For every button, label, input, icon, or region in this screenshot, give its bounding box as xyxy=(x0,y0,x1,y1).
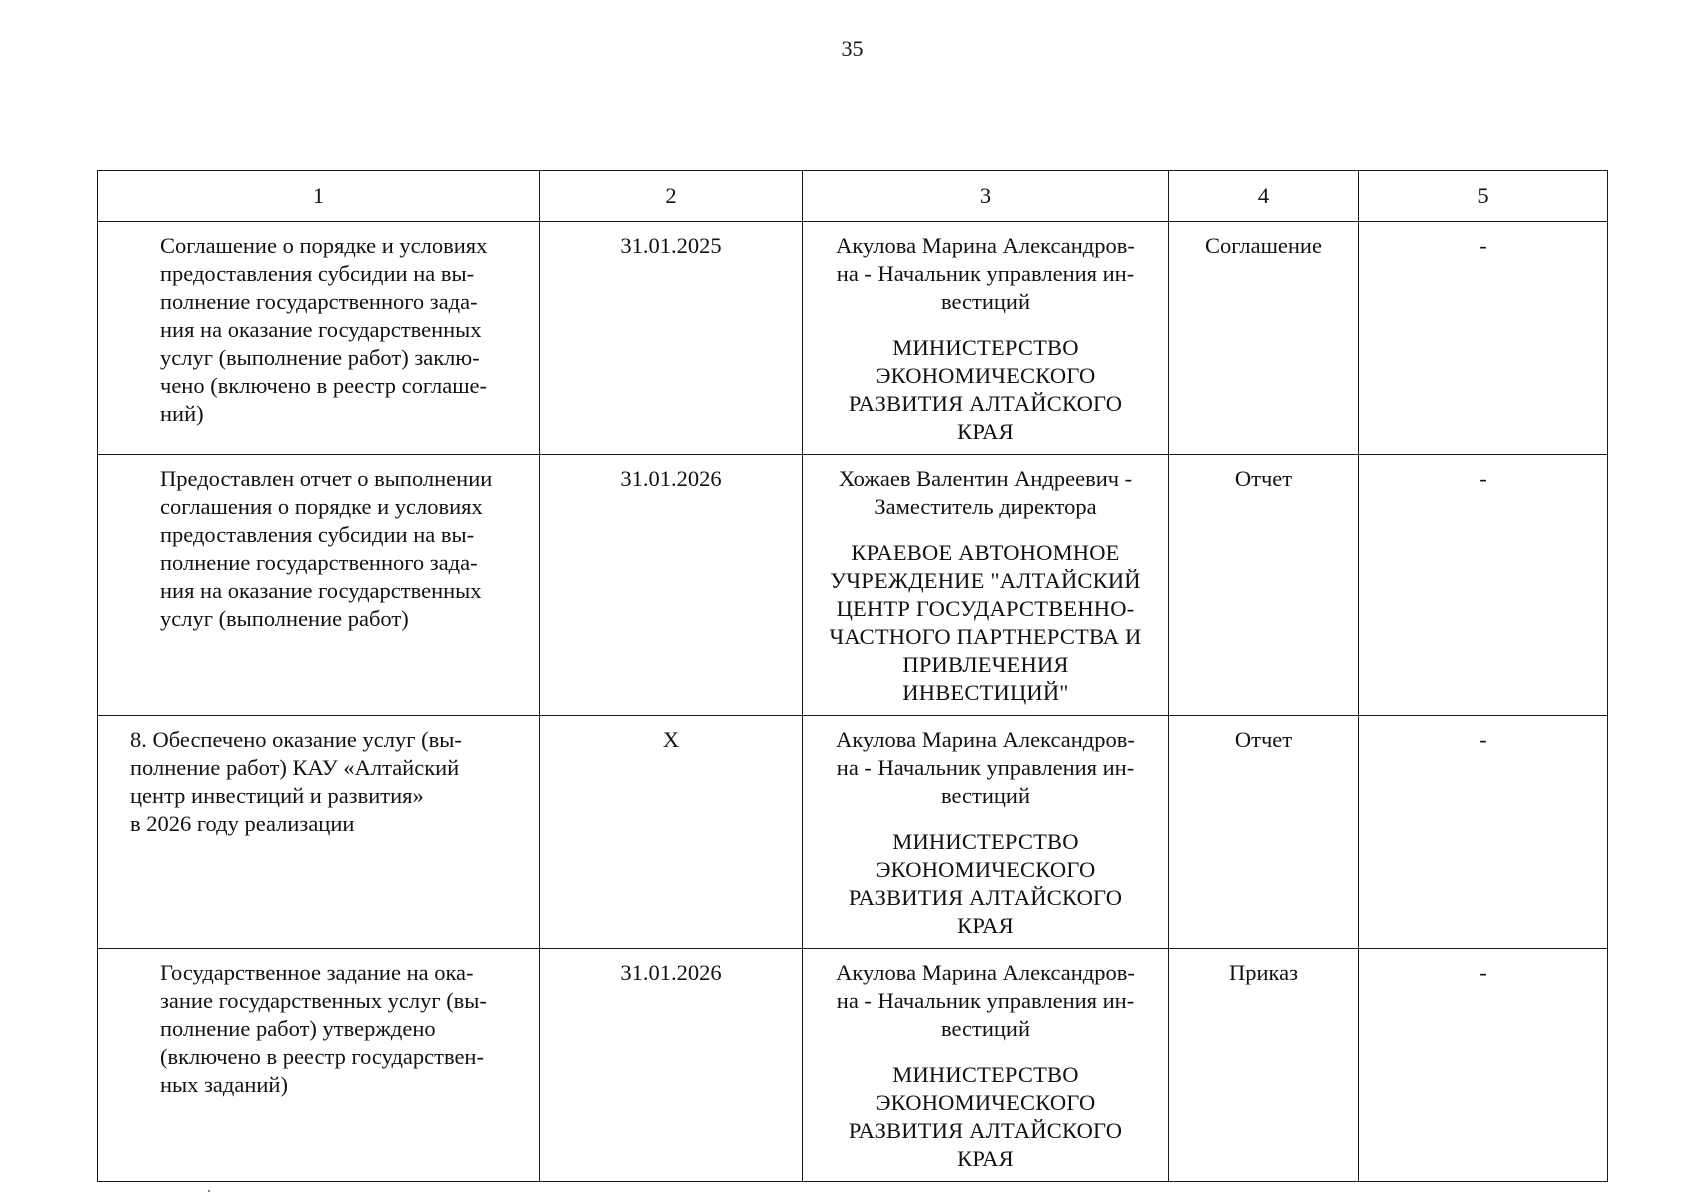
document-type: Соглашение xyxy=(1205,233,1322,258)
responsible-person: Акулова Марина Александров- на - Начальник управления ин- вестиций xyxy=(836,727,1135,808)
responsible-cell xyxy=(803,222,1169,455)
responsible-org: МИНИСТЕРСТВО ЭКОНОМИЧЕСКОГО РАЗВИТИЯ АЛТАЙСКОГО КРАЯ xyxy=(848,1062,1123,1171)
description-text: Соглашение о порядке и условиях предоставления субсидии на вы- полнение государственного зада- ния на оказание государственных услуг (выполнение работ) заклю- чено (включено в реестр соглаше- ний) xyxy=(160,233,488,426)
date-cell xyxy=(540,455,803,716)
description-cell xyxy=(98,222,540,455)
header-col-3: 3 xyxy=(803,171,1169,222)
note-cell xyxy=(1359,949,1608,1182)
responsible-org: МИНИСТЕРСТВО ЭКОНОМИЧЕСКОГО РАЗВИТИЯ АЛТАЙСКОГО КРАЯ xyxy=(848,829,1123,938)
note-text: - xyxy=(1479,960,1487,985)
responsible-org: МИНИСТЕРСТВО ЭКОНОМИЧЕСКОГО РАЗВИТИЯ АЛТАЙСКОГО КРАЯ xyxy=(848,335,1123,444)
table-row xyxy=(98,455,1608,716)
description-text: Предоставлен отчет о выполнении соглашения о порядке и условиях предоставления субсидии на вы- полнение государственного зада- ния на оказание государственных услуг (выполнение работ) xyxy=(160,466,493,631)
responsible-person: Хожаев Валентин Андреевич - Заместитель директора xyxy=(838,466,1133,519)
table-row xyxy=(98,716,1608,949)
table-row xyxy=(98,949,1608,1182)
document-type-cell xyxy=(1169,455,1359,716)
document-type: Отчет xyxy=(1234,466,1293,491)
note-cell xyxy=(1359,222,1608,455)
responsible-cell xyxy=(803,455,1169,716)
date-text: 31.01.2026 xyxy=(620,466,722,491)
date-text: 31.01.2026 xyxy=(620,960,722,985)
description-text: 8. Обеспечено оказание услуг (вы- полнение работ) КАУ «Алтайский центр инвестиций и развития» в 2026 году реализации xyxy=(130,727,462,836)
description-text: Государственное задание на ока- зание государственных услуг (вы- полнение работ) утверждено (включено в реестр государствен- ных заданий) xyxy=(160,960,487,1097)
date-cell xyxy=(540,222,803,455)
responsible-person: Акулова Марина Александров- на - Начальник управления ин- вестиций xyxy=(836,960,1135,1041)
scan-speck xyxy=(208,1190,210,1192)
note-cell xyxy=(1359,455,1608,716)
header-col-1: 1 xyxy=(98,171,540,222)
description-cell xyxy=(98,949,540,1182)
header-col-2: 2 xyxy=(540,171,803,222)
table-header-row xyxy=(98,171,1608,222)
note-cell xyxy=(1359,716,1608,949)
header-col-5: 5 xyxy=(1359,171,1608,222)
document-type: Отчет xyxy=(1234,727,1293,752)
description-cell xyxy=(98,455,540,716)
date-cell xyxy=(540,716,803,949)
responsible-person: Акулова Марина Александров- на - Начальник управления ин- вестиций xyxy=(836,233,1135,314)
note-text: - xyxy=(1479,466,1487,491)
responsible-cell xyxy=(803,949,1169,1182)
control-points-table xyxy=(97,170,1608,1182)
document-type-cell xyxy=(1169,949,1359,1182)
note-text: - xyxy=(1479,727,1487,752)
date-text: X xyxy=(662,727,680,752)
responsible-org: КРАЕВОЕ АВТОНОМНОЕ УЧРЕЖДЕНИЕ "АЛТАЙСКИЙ ЦЕНТР ГОСУДАРСТВЕННО- ЧАСТНОГО ПАРТНЕРСТВА И ПРИВЛЕЧЕНИЯ ИНВЕСТИЦИЙ" xyxy=(829,540,1142,705)
document-type-cell xyxy=(1169,222,1359,455)
header-col-4: 4 xyxy=(1169,171,1359,222)
document-type-cell xyxy=(1169,716,1359,949)
note-text: - xyxy=(1479,233,1487,258)
date-cell xyxy=(540,949,803,1182)
document-type: Приказ xyxy=(1228,960,1298,985)
page-number: 35 xyxy=(841,36,864,61)
description-cell xyxy=(98,716,540,949)
table-row xyxy=(98,222,1608,455)
responsible-cell xyxy=(803,716,1169,949)
date-text: 31.01.2025 xyxy=(620,233,722,258)
